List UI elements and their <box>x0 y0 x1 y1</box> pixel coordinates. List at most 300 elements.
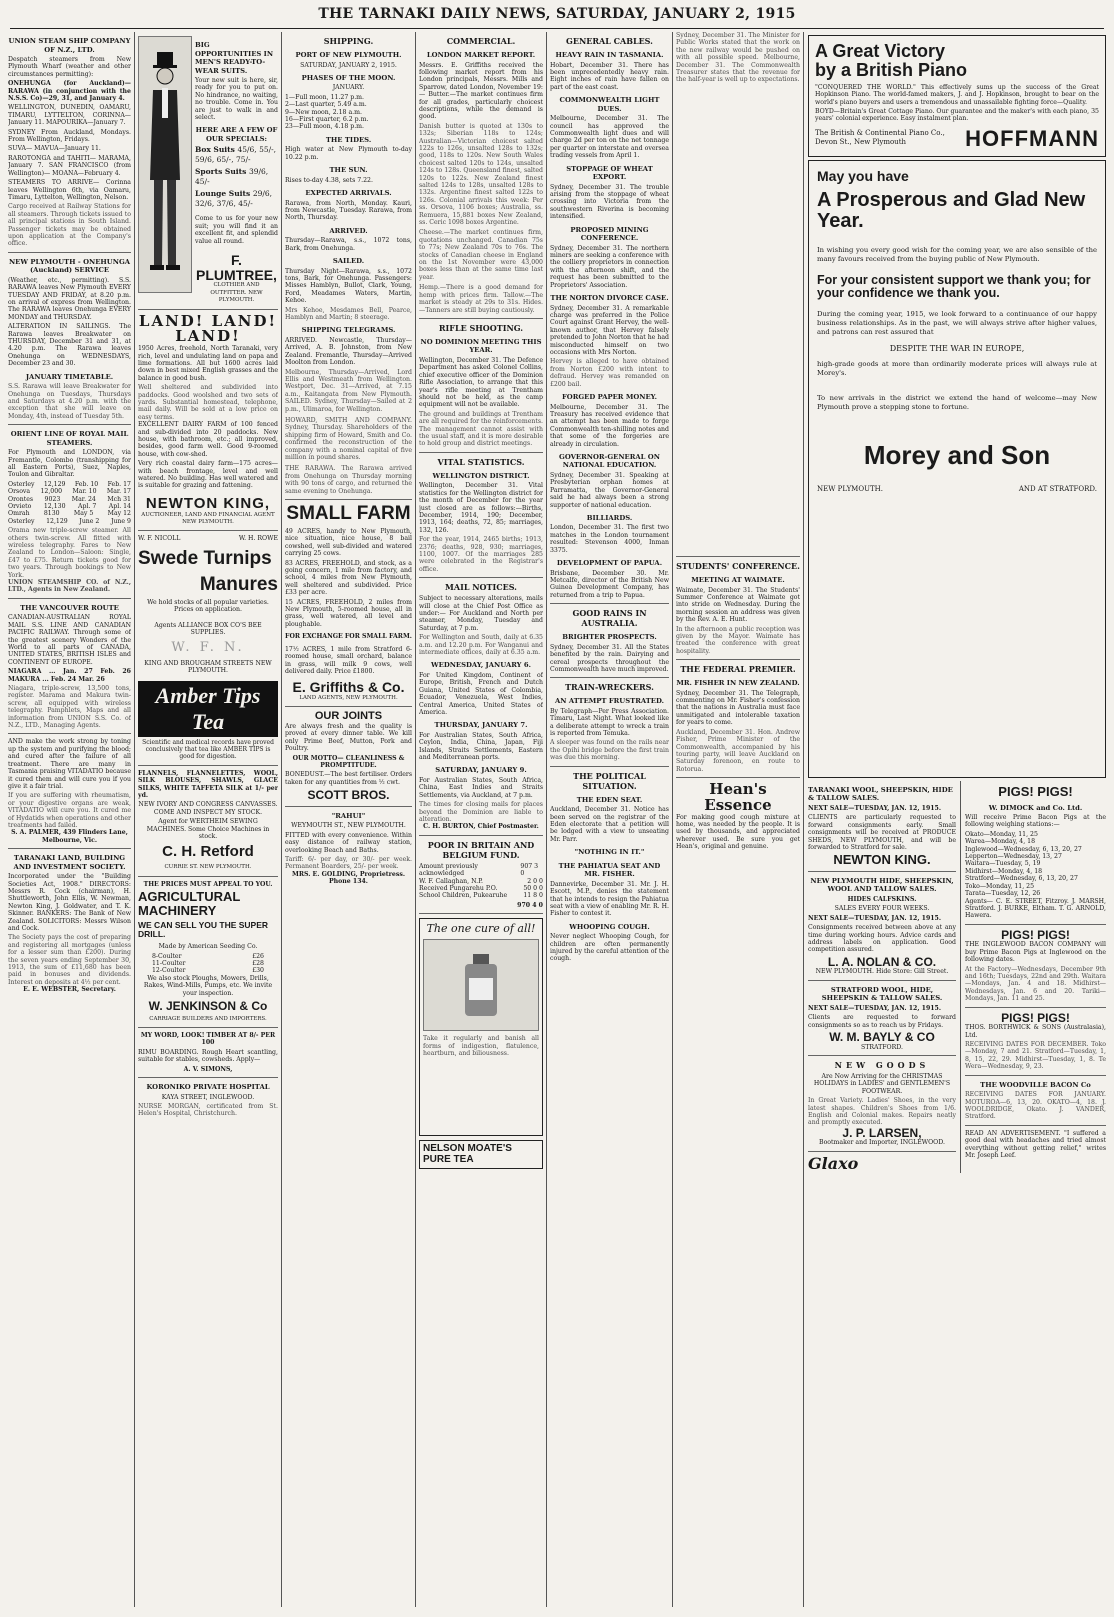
column-divider <box>672 32 673 1607</box>
column-commercial: COMMERCIAL. LONDON MARKET REPORT. Messrs. E. Griffiths received the following market report from his London principals, Messrs. Mills and Sparrow, dated London, November 19:— Butter.—The market continues firm for all grades, particularly choicest descriptions, while the demand is good. Danish butter is quoted at 130s to 132s; Siberian 118s to 124s; Australian—Victorian choicest salted 122s to 126s, unsalted 128s to 132s; good, 118s to 120s. New South Wales choicest salted 120s to 124s, unsalted 124s to 128s. Queensland finest, salted 120s to 122s. New Zealand finest salted 124s to 128s, unsalted 128s to 132s. Argentine finest salted 122s to 126s. Colonial arrivals this week: Per ss. Orsova, 1106 boxes; Australia, ss. Remuera, 15,881 boxes New Zealand, ss. Ceric 1098 boxes Argentine. Cheese.—The market continues firm, quotations unchanged. Canadian 75s to 77s; New Zealand 70s to 76s. The stocks of Canadian cheese in England on the 1st November were 43,000 boxes less than at the same time last year. Hemp.—There is a good demand for hemp with prices firm. Tallow.—The market is steady at 29s to 31s. Hides.—Tanners are still buying cautiously. RIFLE SHOOTING. NO DOMINION MEETING THIS YEAR. Wellington, December 31. The Defence Department has asked Colonel Collins, chief executive officer of the Dominion Rifle Association, to arrange that this year's rifle meeting at Trentham should not be held, as the camp equipment will not be available. The ground and buildings at Trentham are all required for the reinforcements. The management cannot assist with the usual staff, and it is more desirable to hold group and district meetings. VITAL STATISTICS. WELLINGTON DISTRICT. Wellington, December 31. Vital statistics for the Wellington district for the month of December for the year just closed are as follows:—Births, December, 1914, 190; December, 1913, 164; deaths, 72, 85; marriages, 132, 126. For the year, 1914, 2465 births; 1913, 2376; deaths, 928, 930; marriages, 1100, 1007. Of the marriages 285 were celebrated in the Registrar's office. MAIL NOTICES. Subject to necessary alterations, mails will close at the Chief Post Office as under:— For Auckland and North per steamer, Monday, Tuesday and Saturday, at 7 p.m. For Wellington and South, daily at 6.35 a.m. and 12.20 p.m. For Wanganui and intermediate offices, daily at 6.35 a.m. WEDNESDAY, JANUARY 6. For United Kingdom, Continent of Europe, British, French and Dutch Guiana, United States of Colombia, Ecuador, Venezuela, West Indies, Central America, United States of America. THURSDAY, JANUARY 7. For Australian States, South Africa, Ceylon, India, China, Japan, Fiji Islands, Straits Settlements, Eastern and Mediterranean ports. SATURDAY, JANUARY 9. For Australian States, South Africa, China, East Indies and Straits Settlements, via Auckland, at 7 p.m. The times for closing mails for places beyond the Dominion are liable to alteration. C. H. BURTON, Chief Postmaster. POOR IN BRITAIN AND BELGIUM FUND. Amount previously acknowledged 907 3 0 W. F. Callaghan, N.P. 2 0 0 Received Pungarehu P.O. 50 0 0 School Children, Pukearuhe 11 8 0 970 4 0 The one cure of all! Take it regularly and banish all forms of indigestion, flatulence, heartburn, and biliousness. NELSON MOATE'S PURE TEA <box>419 32 543 1607</box>
big-opportunities-text: Your new suit is here, sir, ready for you to put on. No hindrance, no waiting, no trouble. Come in. You are just to walk in and select. <box>195 77 278 122</box>
pahiatua-heading: THE PAHIATUA SEAT AND MR. FISHER. <box>558 861 661 879</box>
norton-text: Sydney, December 31. A remarkable charge was preferred in the Police Court against Grant Hervey, the well-known author, that Hervey falsely pretended to John Norton that he had misconducted himself on two occasions with Mrs Norton. <box>550 304 669 356</box>
farm-15: 15 ACRES, FREEHOLD, 2 miles from New Plymouth, 5-roomed house, all in grass, well watered, all level and ploughable. <box>285 598 412 628</box>
pig-date: Stratford—Wednesday, 6, 13, 20, 27 <box>965 875 1078 883</box>
billiards-text: London, December 31. The first two matches in the London tournament resulted: Stevenson 4000, Inman 3375. <box>550 524 669 554</box>
federal-heading: THE FEDERAL PREMIER. <box>680 664 796 675</box>
scott-bros: SCOTT BROS. <box>307 788 390 803</box>
vitadatio-text: AND make the work strong by toning up the system and purifying the blood; and cured after the failure of all treatment. There are many in Tasmania praising VITADATIO because it cured them and will cure you if you give it a fair trial. <box>8 738 131 790</box>
shipping-heading: SHIPPING. <box>323 36 374 46</box>
gg-heading: GOVERNOR-GENERAL ON NATIONAL EDUCATION. <box>559 452 660 470</box>
niagara-dates: NIAGARA ... Jan. 27 Feb. 26 MAKURA ... Feb. 24 Mar. 26 <box>8 668 131 683</box>
coulter-row <box>138 967 278 974</box>
vital-heading: VITAL STATISTICS. <box>437 456 525 467</box>
coulter-price: £28 <box>252 959 264 967</box>
pig-agents: Agents— C. E. STREET, Fitzroy. J. MARSH, Stratford. J. BURKE, Eltham. T. G. ARNOLD, Hawera. <box>965 897 1106 920</box>
column-shipping-lines: UNION STEAM SHIP COMPANY OF N.Z., LTD. Despatch steamers from New Plymouth Wharf (weather and other circumstances permitting): ONEHUNGA (for Auckland)—RARAWA (in conjunction with the N.S.S. Co)—29, 31, and January 4. WELLINGTON, DUNEDIN, OAMARU, TIMARU, LYTTELTON, CORINNA—January 11. MAPOURIKA—January 7. SYDNEY From Auckland, Mondays. From Wellington, Fridays. SUVA— MAVUA—January 11. RAROTONGA and TAHITI— MARAMA, January 7. SAN FRANCISCO (from Wellington)— MOANA—February 4. STEAMERS TO ARRIVE— Corinna leaves Wellington 6th, via Oamaru, Timaru, Lyttelton, Wellington, Nelson. Cargo received at Railway Stations for all steamers. Through tickets issued to all principal stations in South Island. Passenger tickets may be obtained upon application at the Company's office. NEW PLYMOUTH - ONEHUNGA (Auckland) SERVICE (Weather, etc., permitting). S.S. RARAWA leaves New Plymouth EVERY TUESDAY AND FRIDAY, at 8.20 p.m. on arrival of express from Wellington. The RARAWA leaves Onehunga EVERY MONDAY and THURSDAY. ALTERATION IN SAILINGS. The Rarawa leaves Breakwater on THURSDAY, December 31 and 31, at 4.20 p.m. The Rarawa leaves Onehunga on WEDNESDAYS, December 23 and 30. JANUARY TIMETABLE. S.S. Rarawa will leave Breakwater for Onehunga on Tuesdays, Thursdays and Saturdays at 4.20 p.m. with the exception that she will leave on Monday, 4th, instead of Tuesday 5th. ORIENT LINE OF ROYAL MAIL STEAMERS. For Plymouth and LONDON, via Fremantle, Colombo (transhipping for all Eastern Ports), Suez, Naples, Toulon and Gibraltar. Osterley 12,129 Feb. 10 Feb. 17 Orsova 12,000 Mar. 10 Mar. 17 Orontes 9023 Mar. 24 Mch 31 Orvieto 12,130 Apl. 7 Apl. 14 Omrah 8130 May 5 May 12 Osterley 12,129 June 2 June 9 Orama new triple-screw steamer. All others twin-screw. All fitted with wireless telegraphy. Fares to New Zealand to London—Saloon: Single, £47 to £75. Return tickets good for two years. Through bookings to New York. UNION STEAMSHIP CO. of N.Z., LTD., Agents in New Zealand. THE VANCOUVER ROUTE CANADIAN-AUSTRALIAN ROYAL MAIL S.S. LINE AND CANADIAN PACIFIC RAILWAY. Through some of the greatest scenery Wonders of the World to all parts of CANADA, UNITED STATES, BRITISH ISLES and CONTINENT OF EUROPE. NIAGARA ... Jan. 27 Feb. 26 MAKURA ... Feb. 24 Mar. 26 Niagara, triple-screw, 13,500 tons, register. Marama and Makura twin-screw, all equipped with wireless telegraphy. Pamphlets, Maps and all information from UNION S.S. Co. of N.Z., LTD., Managing Agents. AND make the work strong by toning up the system and purifying the blood; and cured after the failure of all treatment. There are many in Tasmania praising VITADATIO because it cured them and will cure you if you give it a fair trial. If you are suffering with rheumatism, or your digestive organs are weak, VITADATIO will cure you. It cured me of Hydatids when operations and other treatments had failed. S. A. PALMER, 439 Flinders Lane, Melbourne, Vic. TARANAKI LAND, BUILDING AND INVESTMENT SOCIETY. Incorporated under the "Building Societies Act, 1908." DIRECTORS: Messrs R. Cock (chairman), H. Shuttleworth, John Ellis, W. Newman, Newton King, J. Goldwater, and T. K. Skinner. BANKERS: The Bank of New Zealand. SOLICITORS: Messrs Wilson and Cock. The Society pays the cost of preparing and registering all mortgages (unless for a lesser sum than £200). During the seven years ending September 30, 1913, the sum of £11,680 has been paid in bonuses and dividends. Interest on deposits at 4½ per cent. E. E. WEBSTER, Secretary. <box>8 37 131 994</box>
pig-date: Okato—Monday, 11, 25 <box>965 830 1038 838</box>
joints-heading: OUR JOINTS <box>314 710 383 723</box>
during-text: During the coming year, 1915, we look forward to a continuance of our happy business relationships. As in the past, we will always strive after higher values, and patrons can rest assured that <box>817 309 1097 336</box>
cables-heading: GENERAL CABLES. <box>566 36 653 46</box>
masthead-rule <box>10 28 1104 29</box>
poor-fund-row <box>419 878 543 885</box>
whooping-heading: WHOOPING COUGH. <box>569 922 650 931</box>
bonedust-text: BONEDUST.—The best fertiliser. Orders taken for any quantities from ½ cwt. <box>285 771 412 786</box>
orient-tons: 9023 <box>44 495 61 503</box>
one-cure-heading: The one cure of all! <box>426 922 536 936</box>
poor-fund-amount: 11 8 0 <box>523 892 543 900</box>
orient-ship: Osterley <box>8 480 35 488</box>
new-goods-heading: NEW GOODS <box>834 1060 930 1071</box>
hide-sales-heading: NEW PLYMOUTH HIDE, SHEEPSKIN, WOOL AND TALLOW SALES. <box>810 876 954 894</box>
motto-text: OUR MOTTO— CLEANLINESS & PROMPTITUDE. <box>292 754 405 769</box>
orient-row <box>8 518 131 525</box>
farm-17: 17½ ACRES, 1 mile from Stratford 6-roomed house, small orchard, balance in grass, will milk 9 cows, well delivered daily. Price £1800. <box>285 645 412 675</box>
alliance-text: Agents ALLIANCE BOX CO'S BEE SUPPLIES. <box>154 621 262 636</box>
poor-fund-row <box>419 863 543 878</box>
prosperous-new-year: A Prosperous and Glad New Year. <box>817 188 1086 232</box>
arrived-text: Thursday—Rarawa, s.s., 1072 tons, Bark, from Onehunga. <box>285 237 412 252</box>
land-2: EXCELLENT DAIRY FARM of 100 fenced and sub-divided into 20 paddocks. New house, with bathroom, etc.; all improved, besides, good farm well. Good 9-roomed house, with cow-shed. <box>138 421 278 458</box>
larsen-name: J. P. LARSEN, <box>842 1125 922 1140</box>
new-goods-text: Are Now Arriving for the CHRISTMAS HOLIDAYS in LADIES' and GENTLEMEN'S FOOTWEAR. <box>813 1073 951 1095</box>
plumtree-name: F. PLUMTREE, <box>196 252 277 283</box>
rains-heading: GOOD RAINS IN AUSTRALIA. <box>572 608 647 629</box>
support-text: For your consistent support we thank you; for your confidence we thank you. <box>817 272 1091 300</box>
despite-war: DESPITE THE WAR IN EUROPE, <box>889 343 1025 353</box>
forged-heading: FORGED PAPER MONEY. <box>561 393 658 401</box>
bayly-subtitle: STRATFORD. <box>860 1043 903 1051</box>
victory-line-1: A Great Victory <box>815 41 946 61</box>
rifle-text: Wellington, December 31. The Defence Department has asked Colonel Collins, chief executive officer of the Dominion Rifle Association, to arrange that this year's rifle meeting at Trentham should not be held, as the camp equipment will not be available. <box>419 356 543 409</box>
amber-tips-tea-banner: Amber Tips Tea <box>138 681 278 737</box>
clients-text: Clients are requested to forward consignments so as to reach us by Fridays. <box>808 1014 956 1029</box>
hide-next-sale: NEXT SALE—TUESDAY, JAN. 12, 1915. <box>808 914 942 922</box>
tides-text: High water at New Plymouth to-day 10.22 p.m. <box>285 146 412 161</box>
london-heading: LONDON MARKET REPORT. <box>426 51 536 59</box>
big-opportunities-heading: BIG OPPORTUNITIES IN MEN'S READY-TO-WEAR SUITS. <box>195 41 274 75</box>
orient-tons: 12,129 <box>46 517 68 525</box>
wertheim-text: Agent for WERTHEIM SEWING MACHINES. Some Choice Machines in stock. <box>146 818 270 841</box>
tides-heading: THE TIDES. <box>325 135 372 144</box>
farm-83: 83 ACRES, FREEHOLD, and stock, as a going concern, 1 mile from factory, and school, 4 miles from New Plymouth, well sheltered and subdivided. Price £33 per acre. <box>285 559 412 597</box>
poor-fund-label: Amount previously acknowledged <box>419 862 478 878</box>
suit-row <box>195 145 278 165</box>
orient-from: Apl. 7 <box>78 503 97 510</box>
forged-text: Melbourne, December 31. The Treasury has received evidence that an attempt has been made to forge Commonwealth ten-shilling notes and that some of the forgeries are already in circulation. <box>550 403 669 448</box>
hospital-name: KORONIKO PRIVATE HOSPITAL <box>146 1083 270 1091</box>
rahui-heading: "RAHUI" <box>331 811 366 820</box>
billiards-heading: BILLIARDS. <box>586 513 633 522</box>
pig-date: Tarata—Tuesday, 12, 26 <box>965 890 1041 898</box>
poor-fund-total: 970 4 0 <box>517 901 543 909</box>
exchange-heading: FOR EXCHANGE FOR SMALL FARM. <box>285 633 412 641</box>
victory-line-2: by a British Piano <box>815 59 968 80</box>
coulter-label: 12-Coulter <box>152 967 186 975</box>
jenkinson-name: W. JENKINSON & Co <box>148 998 268 1013</box>
super-drill: WE CAN SELL YOU THE SUPER DRILL. <box>138 920 269 940</box>
tasmania-text: Hobart, December 31. There has been unprecedentedly heavy rain. Eight inches of rain have fallen on part of the east coast. <box>550 61 669 91</box>
column-divider <box>415 32 416 1607</box>
ploughs-text: We also stock Ploughs, Mowers, Drills, Rakes, Wind-Mills, Pumps, etc. We invite your inspection. <box>143 974 273 997</box>
griffiths-name: E. Griffiths & Co. <box>292 679 405 696</box>
port-heading: PORT OF NEW PLYMOUTH. <box>295 51 402 59</box>
british-continental-piano: The British & Continental Piano Co., Devon St., New Plymouth <box>815 129 945 147</box>
hides-calfskins: HIDES CALFSKINS. <box>847 895 917 903</box>
palmer-address: S. A. PALMER, 439 Flinders Lane, Melbourne, Vic. <box>11 829 128 844</box>
students-subheading: MEETING AT WAIMATE. <box>691 576 785 584</box>
alteration-text: ALTERATION IN SAILINGS. The Rarawa leaves Breakwater on THURSDAY, December 31 and 31, at 4.20 p.m. The Rarawa leaves Onehunga on WEDNESDAYS, December 23 and 30. <box>8 323 131 368</box>
land-1: 1950 Acres, freehold, North Taranaki, very rich, level and undulating land on papa and lime formations. All but 1600 acres laid down in best mixed English grasses and the balance in good bush. <box>138 345 278 382</box>
currie-street: CURRIE ST. NEW PLYMOUTH. <box>164 864 252 871</box>
federal-subheading: MR. FISHER IN NEW ZEALAND. <box>676 679 800 688</box>
steamers-arrive: STEAMERS TO ARRIVE— Corinna leaves Wellington 6th, via Oamaru, Timaru, Lyttelton, Wellington, Nelson. <box>8 179 131 201</box>
moon-phases <box>285 94 412 131</box>
gentleman-figure-icon <box>145 50 185 280</box>
orient-from: Feb. 10 <box>74 480 99 488</box>
column-divider <box>803 32 804 1607</box>
canvasses-text: NEW IVORY AND CONGRESS CANVASSES. COME AND INSPECT MY STOCK. <box>138 801 278 816</box>
mail-text: Subject to necessary alterations, mails will close at the Chief Post Office as under:— For Auckland and North per steamer, Monday, Tuesday and Saturday, at 7 p.m. <box>419 595 543 632</box>
griffiths-subtitle: LAND AGENTS, NEW PLYMOUTH. <box>299 695 398 701</box>
hean-heading: Hean's Essence <box>704 780 772 814</box>
wheat-heading: STOPPAGE OF WHEAT EXPORT. <box>566 164 653 182</box>
orient-row <box>8 481 131 488</box>
orient-ship: Osterley <box>8 517 35 525</box>
rains-subheading: BRIGHTER PROSPECTS. <box>562 633 657 642</box>
victory-text: "CONQUERED THE WORLD." This effectively sums up the success of the Great Hopkinson Piano. The world-famed makers, J. and J. Hopkinson, brought to bear on the world's piano buyers and users a tremendous and unassailable fighting force—Quality. <box>815 83 1099 106</box>
moon-phase: 1—Full moon, 11.27 p.m. <box>285 93 365 101</box>
suit-price: 45/6, 55/-, 59/6, 65/-, 75/- <box>195 145 277 165</box>
simons-name: A. V. SIMONS, <box>183 1065 233 1073</box>
telegrams-text: ARRIVED. Newcastle, Thursday—Arrived, A. B. Johnston, from New Zealand. Fremantle, Thursday—Arrived Moolton from London. <box>285 336 412 367</box>
orient-ship: Omrah <box>8 510 30 518</box>
pig-date: Waitara—Tuesday, 5, 19 <box>965 860 1041 868</box>
orient-sydney: Feb. 17 <box>107 480 131 488</box>
rowe-name: W. H. ROWE <box>238 535 278 543</box>
nicoll-name: W. F. NICOLL <box>138 535 181 543</box>
moon-phase: 23—Full moon, 4.18 p.m. <box>285 123 365 131</box>
land-heading: LAND! LAND! LAND! <box>138 311 278 346</box>
nelson-tea: NELSON MOATE'S PURE TEA <box>423 1143 512 1165</box>
cwlth-heading: COMMONWEALTH LIGHT DUES. <box>559 96 660 113</box>
papua-heading: DEVELOPMENT OF PAPUA. <box>556 559 663 568</box>
nothing-heading: "NOTHING IN IT." <box>574 848 645 857</box>
arrived-heading: ARRIVED. <box>329 226 368 235</box>
highgrade-text: high-grade goods at more than ordinarily moderate prices will always rule at Morey's. <box>817 360 1097 378</box>
agricultural-machinery: AGRICULTURAL MACHINERY <box>138 889 241 918</box>
dimock-name: W. DIMOCK and Co. Ltd. <box>988 803 1083 812</box>
borthwick-name: THOS. BORTHWICK & SONS (Australasia), Ltd. <box>965 1024 1106 1039</box>
pig-date: Warea—Monday, 4, 18 <box>965 838 1036 846</box>
gg-text: Sydney, December 31. Speaking at Presbyterian orphan homes at Parramatta, the Governor-General said he had always been a strong supporter of national education. <box>550 471 669 509</box>
stratford-next-sale: NEXT SALE—TUESDAY, JAN. 12, 1915. <box>808 1004 942 1012</box>
hoffmann-logo: HOFFMANN <box>965 125 1099 151</box>
telegrams-heading: SHIPPING TELEGRAMS. <box>301 326 396 335</box>
political-subheading: THE EDEN SEAT. <box>576 795 643 804</box>
students-text: Waimate, December 31. The Students' Summer Conference at Waimate got into stride on Wednesday. During the morning session an address was given by the Rev. A. E. Hunt. <box>676 586 800 624</box>
wellington-sailing: WELLINGTON, DUNEDIN, OAMARU, TIMARU, LYTTELTON, CORINNA—January 11. MAPOURIKA—January 7. <box>8 104 131 127</box>
jenkinson-subtitle: CARRIAGE BUILDERS AND IMPORTERS. <box>149 1015 267 1022</box>
coulter-label: 11-Coulter <box>152 959 186 967</box>
orient-ship: Orontes <box>8 495 34 503</box>
pig-date: Lepperton—Wednesday, 13, 27 <box>965 853 1062 861</box>
pig-dates-list <box>965 831 1106 898</box>
political-text: Auckland, December 31. Notice has been served on the registrar of the Eden electorate that a petition will be lodged with a view to unseating Mr. Parr. <box>550 806 669 843</box>
orient-table <box>8 481 131 525</box>
column-conference: Sydney, December 31. The Minister for Public Works stated that the work on the new railway would be pushed on with all possible speed. Melbourne, December 31. The Commonwealth Treasurer states that the revenue for the half-year is well up to expectations. STUDENTS' CONFERENCE. MEETING AT WAIMATE. Waimate, December 31. The Students' Summer Conference at Waimate got into stride on Wednesday. During the morning session an address was given by the Rev. A. E. Hunt. In the afternoon a public reception was given by the Mayor. Waimate has treated the conference with great hospitality. THE FEDERAL PREMIER. MR. FISHER IN NEW ZEALAND. Sydney, December 31. The Telegraph, commenting on Mr. Fisher's confession that the nations in Australia must face unmitigated and intolerable taxation for years to come. Auckland, December 31. Hon. Andrew Fisher, Prime Minister of the Commonwealth, accompanied by his touring party, will leave Auckland on Saturday forenoon, en route to Rotorua. Hean's Essence For making good cough mixture at home, was needed by the people. It is used by thousands, and appreciated wherever used. Be sure you get Hean's, original and genuine. <box>676 32 800 851</box>
students-heading: STUDENTS' CONFERENCE. <box>676 561 800 571</box>
stocks-text: We hold stocks of all popular varieties. Prices on application. <box>147 598 269 614</box>
golding-proprietress: MRS. E. GOLDING, Proprietress. Phone 134. <box>292 870 405 886</box>
pigs-heading: PIGS! PIGS! <box>998 783 1073 799</box>
bayly-name: W. M. BAYLY & CO <box>829 1030 935 1045</box>
wheat-text: Sydney, December 31. The trouble arising from the stoppage of wheat crossing into Victoria from the southwestern Riverina is becoming intensified. <box>550 183 669 221</box>
poor-fund-row <box>419 885 543 892</box>
flannels-list: FLANNELS, FLANNELETTES, WOOL, SILK BLOUSES, SHAWLS, GLACE SILKS, WHITE TAFFETA SILK at 1/- per yd. <box>138 769 278 799</box>
taranaki-society-heading: TARANAKI LAND, BUILDING AND INVESTMENT SOCIETY. <box>13 854 126 871</box>
orient-row <box>8 503 131 510</box>
expected-heading: EXPECTED ARRIVALS. <box>305 189 392 198</box>
orient-from: May 5 <box>73 510 94 518</box>
column-display-ads: A Great Victory by a British Piano "CONQUERED THE WORLD." This effectively sums up the success of the Great Hopkinson Piano. The world-famed makers, J. and J. Hopkinson, brought to bear on the world's piano buyers and users a tremendous and unassailable fighting force—Quality. BOYD—Britain's Great Cottage Piano. Our guarantee and the maker's with each piano, 35 years' colonial experience. Easy instalment plan. The British & Continental Piano Co., Devon St., New Plymouth HOFFMANN May you have A Prosperous and Glad New Year. In wishing you every good wish for the coming year, we are also sensible of the many favours received from the buying public of New Plymouth. For your consistent support we thank you; for your confidence we thank you. During the coming year, 1915, we look forward to a continuance of our happy business relationships. As in the past, we will always strive after higher values, and patrons can rest assured that DESPITE THE WAR IN EUROPE, high-grade goods at more than ordinarily moderate prices will always rule at Morey's. To new arrivals in the district we extend the hand of welcome—may New Plymouth prove a stepping stone to fortune. Morey and Son NEW PLYMOUTH. AND AT STRATFORD. TARANAKI WOOL, SHEEPSKIN, HIDE & TALLOW SALES. NEXT SALE—TUESDAY, JAN. 12, 1915. CLIENTS are particularly requested to forward consignments early. Small consignments will be received at PRODUCE SHEDS, NEW PLYMOUTH, and will be forwarded to Stratford for sale. NEWTON KING. NEW PLYMOUTH HIDE, SHEEPSKIN, WOOL AND TALLOW SALES. HIDES CALFSKINS. SALES EVERY FOUR WEEKS. NEXT SALE—TUESDAY, JAN. 12, 1915. Consignments received between above at any time during working hours. Advice cards and address labels on application. Good competition assured. L. A. NOLAN & CO. NEW PLYMOUTH. Hide Store: Gill Street. STRATFORD WOOL, HIDE, SHEEPSKIN & TALLOW SALES. NEXT SALE—TUESDAY, JAN. 12, 1915. Clients are requested to forward consignments so as to reach us by Fridays. W. M. BAYLY & CO STRATFORD. NEW GOODS Are Now Arriving for the CHRISTMAS HOLIDAYS in LADIES' and GENTLEMEN'S FOOTWEAR. In Great Variety. Ladies' Shoes, in the very latest shapes. Children's Shoes from 1/6. English and Colonial makes. Repairs neatly and promptly executed. J. P. LARSEN, Bootmaker and Importer, INGLEWOOD. Glaxo PIGS! PIGS! W. DIMOCK and Co. Ltd. Will receive Prime Bacon Pigs at the following weighing stations:— Okato—Monday, 11, 25 Warea—Monday, 4, 18 Inglewood—Wednesday, 6, 13, 20, 27 Lepperton—Wednesday, 13, 27 Waitara—Tuesday, 5, 19 Midhirst—Monday, 4, 18 Stratford—Wednesday, 6, 13, 20, 27 Toko—Monday, 11, 25 Tarata—Tuesday, 12, 26 Agents— C. E. STREET, Fitzroy. J. MARSH, Stratford. J. BURKE, Eltham. T. G. ARNOLD, Hawera. PIGS! PIGS! THE INGLEWOOD BACON COMPANY will buy Prime Bacon Pigs at Inglewood on the following dates. At the Factory—Wednesdays, December 9th and 16th; Tuesdays, 22nd and 29th. Waitara—Mondays, Jan. 4 and 18. Midhirst—Wednesdays, Jan. 6 and 20. Tariki—Mondays, Jan. 11 and 25. PIGS! PIGS! THOS. BORTHWICK & SONS (Australasia), Ltd. RECEIVING DATES FOR DECEMBER. Toko—Monday, 7 and 21. Stratford—Tuesday, 1, 8, 15, 22, 29. Midhirst—Tuesday, 1, 8. Te Wera—Wednesday, 9, 23. THE WOODVILLE BACON Co RECEIVING DATES FOR JANUARY. MOTUROA—6, 13, 20. OKATO—4, 18. J. WOOLDRIDGE, Okato. J. VANDER, Stratford. READ AN ADVERTISEMENT. "I suffered a good deal with headaches and tried almost everything without getting relief," writes Mr. Joseph Leef. <box>808 32 1106 1607</box>
newton-king-name: NEWTON KING, <box>145 494 271 512</box>
poor-fund-label: Received Pungarehu P.O. <box>419 885 498 893</box>
suit-row <box>195 167 278 187</box>
gentleman-illustration <box>138 36 192 293</box>
poor-fund-label: W. F. Callaghan, N.P. <box>419 877 483 885</box>
sales-four-weeks: SALES EVERY FOUR WEEKS. <box>834 905 930 913</box>
moon-phase: 16—First quarter, 6.2 p.m. <box>285 116 369 124</box>
orient-sydney: May 12 <box>107 510 131 518</box>
pigs-heading-3: PIGS! PIGS! <box>1001 1010 1070 1025</box>
come-text: Come to us for your new suit; you will find it an excellent fit, and splendid value all round. <box>195 215 278 245</box>
arrivals-text: To new arrivals in the district we extend the hand of welcome—may New Plymouth prove a stepping stone to fortune. <box>817 394 1097 412</box>
np-service-heading: NEW PLYMOUTH - ONEHUNGA (Auckland) SERVICE <box>8 257 131 275</box>
suit-label: Sports Suits <box>195 167 249 177</box>
column-divider <box>134 32 135 1607</box>
hean-text: For making good cough mixture at home, was needed by the people. It is used by thousands, and appreciated wherever used. Be sure you get Hean's, original and genuine. <box>676 813 800 851</box>
orient-row <box>8 488 131 495</box>
union-header: UNION STEAM SHIP COMPANY OF N.Z., LTD. <box>8 37 131 54</box>
farm-49: 49 ACRES, handy to New Plymouth, nice situation, nice house, 8 bail cowshed, well sub-divided and watered carrying 25 cows. <box>285 528 412 558</box>
poor-fund-row <box>419 892 543 899</box>
moon-phase: 9—New moon, 2.18 a.m. <box>285 108 362 116</box>
norton-heading: THE NORTON DIVORCE CASE. <box>550 294 669 303</box>
orient-row <box>8 496 131 503</box>
plumtree-subtitle: CLOTHIER AND OUTFITTER. NEW PLYMOUTH. <box>210 282 263 304</box>
coulter-price-list <box>138 953 278 975</box>
orient-tons: 12,130 <box>43 503 66 510</box>
pig-date: Inglewood—Wednesday, 6, 13, 20, 27 <box>965 845 1082 853</box>
sun-text: Rises to-day 4.38, sets 7.22. <box>285 176 373 184</box>
poor-fund-list <box>419 863 543 900</box>
wednesday-heading: WEDNESDAY, JANUARY 6. <box>431 661 531 670</box>
thursday-text: For Australian States, South Africa, Ceylon, India, China, Japan, Fiji Islands, Straits Settlements, Eastern and Mediterranean ports. <box>419 731 543 762</box>
orient-sydney: Apl. 14 <box>108 503 131 510</box>
consign-text: Consignments received between above at any time during working hours. Advice cards and address labels on application. Good competition assured. <box>808 924 956 954</box>
rimu-text: RIMU BOARDING. Rough Heart scantling, suitable for stables, cowsheds. Apply— <box>138 1048 278 1064</box>
whooping-text: Never neglect Whooping Cough, for children are often permanently injured by the careful attention of the cough. <box>550 933 669 963</box>
king-streets: KING AND BROUGHAM STREETS NEW PLYMOUTH. <box>144 659 272 675</box>
sun-heading: THE SUN. <box>329 166 368 175</box>
fitted-text: FITTED with every convenience. Within easy distance of railway station, overlooking Beach and Baths. <box>285 831 412 854</box>
mining-text: Sydney, December 31. The northern miners are seeking a conference with the colliery proprietors in connection with the afternoon shift, and the request has been submitted to the Proprietors' Association. <box>550 244 669 289</box>
coulter-price: £30 <box>252 967 264 975</box>
saturday-heading: SATURDAY, JANUARY 9. <box>435 766 527 775</box>
timber-heading: MY WORD, LOOK! TIMBER AT 8/- PER 100 <box>140 1031 276 1047</box>
orient-ship: Orvieto <box>8 503 32 510</box>
wishing-text: In wishing you every good wish for the coming year, we are also sensible of the many favours received from the buying public of New Plymouth. <box>817 245 1097 263</box>
coulter-row <box>138 953 278 960</box>
hospital-address: KAYA STREET, INGLEWOOD. <box>161 1093 255 1101</box>
glaxo-logo: Glaxo <box>808 1153 859 1173</box>
suit-row <box>195 189 278 209</box>
masthead: THE TARNAKI DAILY NEWS, SATURDAY, JANUARY 2, 1915 <box>318 6 796 22</box>
medicine-bottle-icon <box>451 950 511 1020</box>
pahiatua-text: Dannevirke, December 31. Mr. J. H. Escott, M.P., denies the statement that he intends to resign the Pahiatua seat with a view of enabling Mr. R. H. Fisher to contest it. <box>550 880 669 918</box>
orient-from: Mar. 10 <box>72 488 97 496</box>
poor-fund-amount: 907 3 0 <box>520 862 539 878</box>
canadian-heading: THE VANCOUVER ROUTE <box>20 603 119 612</box>
one-cure-illustration <box>423 939 539 1031</box>
poor-fund-amount: 2 0 0 <box>527 877 543 885</box>
column-general-cables: GENERAL CABLES. HEAVY RAIN IN TASMANIA. Hobart, December 31. There has been unprecedentedly heavy rain. Eight inches of rain have fallen on part of the east coast. COMMONWEALTH LIGHT DUES. Melbourne, December 31. The council has approved the Commonwealth light dues and will charge 2d per ton on the net tonnage per quarter on interstate and oversea trading vessels from April 1. STOPPAGE OF WHEAT EXPORT. Sydney, December 31. The trouble arising from the stoppage of wheat crossing into Victoria from the southwestern Riverina is becoming intensified. PROPOSED MINING CONFERENCE. Sydney, December 31. The northern miners are seeking a conference with the colliery proprietors in connection with the afternoon shift, and the request has been submitted to the Proprietors' Association. THE NORTON DIVORCE CASE. Sydney, December 31. A remarkable charge was preferred in the Police Court against Grant Hervey, the well-known author, that Hervey falsely pretended to John Norton that he had misconducted himself on two occasions with Mrs Norton. Hervey is alleged to have obtained from Norton £200 with intent to defraud. Hervey was remanded on £200 bail. FORGED PAPER MONEY. Melbourne, December 31. The Treasury has received evidence that an attempt has been made to forge Commonwealth ten-shilling notes and that some of the forgeries are already in circulation. GOVERNOR-GENERAL ON NATIONAL EDUCATION. Sydney, December 31. Speaking at Presbyterian orphan homes at Parramatta, the Governor-General said he had always been a strong supporter of national education. BILLIARDS. London, December 31. The first two matches in the London tournament resulted: Stevenson 4000, Inman 3375. DEVELOPMENT OF PAPUA. Brisbane, December 30. Mr. Metcalfe, director of the British New Guinea Development Company, has returned from a trip to Papua. GOOD RAINS IN AUSTRALIA. BRIGHTER PROSPECTS. Sydney, December 31. All the States benefited by the rain. Dairying and cereal prospects throughout the Commonwealth have much improved. TRAIN-WRECKERS. AN ATTEMPT FRUSTRATED. By Telegraph—Per Press Association. Timaru, Last Night. What looked like a deliberate attempt to wreck a train is reported from Temuka. A sleeper was found on the rails near the Opihi bridge before the first train was due this morning. THE POLITICAL SITUATION. THE EDEN SEAT. Auckland, December 31. Notice has been served on the registrar of the Eden electorate that a petition will be lodged with a view to unseating Mr. Parr. "NOTHING IN IT." THE PAHIATUA SEAT AND MR. FISHER. Dannevirke, December 31. Mr. J. H. Escott, M.P., denies the statement that he intends to resign the Pahiatua seat with a view of enabling Mr. R. H. Fisher to contest it. WHOOPING COUGH. Never neglect Whooping Cough, for children are often permanently injured by the careful attention of the cough. <box>550 36 669 963</box>
inglewood-bacon-text: THE INGLEWOOD BACON COMPANY will buy Prime Bacon Pigs at Inglewood on the following dates. <box>965 941 1106 964</box>
morey-and-son: Morey and Son <box>863 440 1051 471</box>
orient-sydney: Mar. 17 <box>106 488 131 496</box>
papua-text: Brisbane, December 30. Mr. Metcalfe, director of the British New Guinea Development Company, has returned from a trip to Papua. <box>550 569 669 599</box>
orient-row <box>8 510 131 517</box>
train-text: By Telegraph—Per Press Association. Timaru, Last Night. What looked like a deliberate attempt to wreck a train is reported from Temuka. <box>550 707 669 738</box>
advertisement-text: READ AN ADVERTISEMENT. "I suffered a good deal with headaches and tried almost everything without getting relief," writes Mr. Joseph Leef. <box>965 1129 1106 1159</box>
sydney-sailing: SYDNEY From Auckland, Mondays. From Wellington, Fridays. <box>8 128 131 144</box>
rifle-subheading: NO DOMINION MEETING THIS YEAR. <box>420 337 542 355</box>
suit-label: Lounge Suits <box>195 189 253 199</box>
column-advertisements: BIG OPPORTUNITIES IN MEN'S READY-TO-WEAR SUITS. Your new suit is here, sir, ready for you to put on. No hindrance, no waiting, no trouble. Come in. You are just to walk in and select. HERE ARE A FEW OF OUR SPECIALS: Box Suits 45/6, 55/-, 59/6, 65/-, 75/- Sports Suits 39/6, 45/- Lounge Suits 29/6, 32/6, 37/6, 45/- Come to us for your new suit; you will find it an excellent fit, and splendid value all round. F. PLUMTREE, CLOTHIER AND OUTFITTER. NEW PLYMOUTH. LAND! LAND! LAND! 1950 Acres, freehold, North Taranaki, very rich, level and undulating land on papa and lime formations. All but 1600 acres laid down in best mixed English grasses and the balance in good bush. Well sheltered and subdivided into paddocks. Good woolshed and two sets of yards. Substantial homestead, telephone, mail daily. Will be sold at a low price on easy terms. EXCELLENT DAIRY FARM of 100 fenced and sub-divided into 20 paddocks. New house, with bathroom, etc.; all improved, besides, good farm well. Good 9-roomed house, with cow-shed. Very rich coastal dairy farm—175 acres—with beach frontage, level and well watered. No building. Has well watered and is suitable for grazing and fattening. NEWTON KING, AUCTIONEER, LAND AND FINANCIAL AGENT NEW PLYMOUTH. W. F. NICOLL W. H. ROWE Swede Turnips Manures We hold stocks of all popular varieties. Prices on application. Agents ALLIANCE BOX CO'S BEE SUPPLIES. W. F. N. KING AND BROUGHAM STREETS NEW PLYMOUTH. Amber Tips Tea Scientific and medical records have proved conclusively that tea like AMBER TIPS is good for digestion. FLANNELS, FLANNELETTES, WOOL, SILK BLOUSES, SHAWLS, GLACE SILKS, WHITE TAFFETA SILK at 1/- per yd. NEW IVORY AND CONGRESS CANVASSES. COME AND INSPECT MY STOCK. Agent for WERTHEIM SEWING MACHINES. Some Choice Machines in stock. C. H. Retford CURRIE ST. NEW PLYMOUTH. THE PRICES MUST APPEAL TO YOU. AGRICULTURAL MACHINERY WE CAN SELL YOU THE SUPER DRILL. Made by American Seeding Co. 8-Coulter £26 11-Coulter £28 12-Coulter £30 We also stock Ploughs, Mowers, Drills, Rakes, Wind-Mills, Pumps, etc. We invite your inspection. W. JENKINSON & Co CARRIAGE BUILDERS AND IMPORTERS. MY WORD, LOOK! TIMBER AT 8/- PER 100 RIMU BOARDING. Rough Heart scantling, suitable for stables, cowsheds. Apply— A. V. SIMONS, KORONIKO PRIVATE HOSPITAL KAYA STREET, INGLEWOOD. NURSE MORGAN, certificated from St. Helen's Hospital, Christchurch. <box>138 32 278 1607</box>
canadian-text: CANADIAN-AUSTRALIAN ROYAL MAIL S.S. LINE AND CANADIAN PACIFIC RAILWAY. Through some of the greatest scenery Wonders of the World to all parts of CANADA, UNITED STATES, BRITISH ISLES and CONTINENT OF EUROPE. <box>8 614 131 666</box>
coulter-label: 8-Coulter <box>152 952 182 960</box>
orient-ship: Orsova <box>8 488 31 496</box>
shipping-date: SATURDAY, JANUARY 2, 1915. <box>300 61 397 69</box>
suit-price: 29/6, 32/6, 37/6, 45/- <box>195 189 273 209</box>
orient-from: Mar. 24 <box>71 495 96 503</box>
cwlth-text: Melbourne, December 31. The council has approved the Commonwealth light dues and will charge 2d per ton on the net tonnage per quarter on interstate and oversea trading vessels from April 1. <box>550 115 669 160</box>
burton-postmaster: C. H. BURTON, Chief Postmaster. <box>423 823 539 831</box>
sailed-text: Thursday Night—Rarawa, s.s., 1072 tons, Bark, for Onehunga. Passengers: Misses Hamblyn, Bullot, Clark, Young, Ford, Meadames Waters, Martin, Kehoe. <box>285 267 412 305</box>
sailed-heading: SAILED. <box>332 257 365 266</box>
moon-heading: PHASES OF THE MOON. <box>301 73 396 82</box>
orient-sydney: June 9 <box>110 517 131 525</box>
orient-heading: ORIENT LINE OF ROYAL MAIL STEAMERS. <box>10 430 129 447</box>
specials-heading: HERE ARE A FEW OF OUR SPECIALS: <box>195 126 278 143</box>
rarotonga-sailing: RAROTONGA and TAHITI— MARAMA, January 7. SAN FRANCISCO (from Wellington)— MOANA—February 4. <box>8 154 131 177</box>
pigs-heading-2: PIGS! PIGS! <box>1001 927 1070 942</box>
thursday-heading: THURSDAY, JANUARY 7. <box>434 721 528 730</box>
small-farm-heading: SMALL FARM <box>286 503 411 525</box>
coulter-row <box>138 960 278 967</box>
orient-tons: 8130 <box>43 510 60 518</box>
webster-secretary: E. E. WEBSTER, Secretary. <box>23 986 116 994</box>
london-text: Messrs. E. Griffiths received the following market report from his London principals, Messrs. Mills and Sparrow, dated London, November 19:— Butter.—The market continues firm for all grades, particularly choicest descriptions, while the demand is good. <box>419 61 543 121</box>
column-divider <box>281 32 282 1607</box>
onehunga-sailing: ONEHUNGA (for Auckland)—RARAWA (in conjunction with the N.S.S. Co)—29, 31, and January 4. <box>8 80 131 103</box>
retford-name: C. H. Retford <box>162 843 254 861</box>
mail-heading: MAIL NOTICES. <box>445 582 517 593</box>
land-3: Very rich coastal dairy farm—175 acres—with beach frontage, level and well watered. No building. Has well watered and is suitable for grazing and fattening. <box>138 460 278 490</box>
train-subheading: AN ATTEMPT FRUSTRATED. <box>554 697 665 706</box>
column-divider <box>546 32 547 1607</box>
rains-text: Sydney, December 31. All the States benefited by the rain. Dairying and cereal prospects throughout the Commonwealth have much improved. <box>550 643 669 673</box>
amber-tips-subtitle: Scientific and medical records have proved conclusively that tea like AMBER TIPS is good for digestion. <box>142 738 274 761</box>
wool-next-sale: NEXT SALE—TUESDAY, JAN. 12, 1915. <box>808 804 942 812</box>
weymouth-street: WEYMOUTH ST., NEW PLYMOUTH. <box>291 822 406 830</box>
mining-heading: PROPOSED MINING CONFERENCE. <box>570 225 649 243</box>
np-service-text: (Weather, etc., permitting). S.S. RARAWA leaves New Plymouth EVERY TUESDAY AND FRIDAY, at 8.20 p.m. on arrival of express from Wellington. The RARAWA leaves Onehunga EVERY MONDAY and THURSDAY. <box>8 276 131 321</box>
newton-king-subtitle: AUCTIONEER, LAND AND FINANCIAL AGENT NEW PLYMOUTH. <box>141 511 275 526</box>
pig-date: Midhirst—Monday, 4, 18 <box>965 867 1043 875</box>
political-heading: THE POLITICAL SITUATION. <box>573 770 646 791</box>
coulter-price: £26 <box>252 952 264 960</box>
woodville-bacon: THE WOODVILLE BACON Co <box>980 1080 1091 1089</box>
commercial-heading: COMMERCIAL. <box>446 36 516 46</box>
orient-tons: 12,129 <box>43 480 66 488</box>
stratford-wool-heading: STRATFORD WOOL, HIDE, SHEEPSKIN & TALLOW SALES. <box>821 985 943 1003</box>
vital-text: Wellington, December 31. Vital statistics for the Wellington district for the month of December for the year just closed are as follows:—Births, December, 1914, 190; December, 1913, 164; deaths, 72, 85; marriages, 132, 126. <box>419 482 543 534</box>
joints-text: Are always fresh and the quality is proved at every dinner table. We kill only Prime Beef, Mutton, Pork and Poultry. <box>285 722 412 753</box>
nolan-subtitle: NEW PLYMOUTH. Hide Store: Gill Street. <box>815 968 949 976</box>
wool-sales-heading: TARANAKI WOOL, SHEEPSKIN, HIDE & TALLOW SALES. <box>808 785 953 803</box>
american-seeding: Made by American Seeding Co. <box>158 943 258 951</box>
taranaki-society-text: Incorporated under the "Building Societies Act, 1908." DIRECTORS: Messrs R. Cock (chairman), H. Shuttleworth, John Ellis, W. Newman, Newton King, J. Goldwater, and T. K. Skinner. BANKERS: The Bank of New Zealand. SOLICITORS: Messrs Wilson and Cock. <box>8 873 131 932</box>
suit-price: 39/6, 45/- <box>195 167 269 187</box>
dimock-text: Will receive Prime Bacon Pigs at the following weighing stations:— <box>965 814 1106 829</box>
union-intro: Despatch steamers from New Plymouth Wharf (weather and other circumstances permitting): <box>8 56 131 78</box>
suit-label: Box Suits <box>195 145 238 155</box>
morey-stratford: AND AT STRATFORD. <box>1018 484 1097 493</box>
swede-turnips: Swede Turnips <box>138 547 272 569</box>
manures-heading: Manures <box>199 573 278 595</box>
orient-tons: 12,000 <box>40 488 63 496</box>
newton-king-logo: NEWTON KING. <box>833 852 931 868</box>
nolan-name: L. A. NOLAN & CO. <box>827 954 937 969</box>
morey-new-plymouth: NEW PLYMOUTH. <box>817 484 883 493</box>
column-shipping-news: SHIPPING. PORT OF NEW PLYMOUTH. SATURDAY, JANUARY 2, 1915. PHASES OF THE MOON. JANUARY. 1—Full moon, 11.27 p.m. 2—Last quarter, 5.49 a.m. 9—New moon, 2.18 a.m. 16—First quarter, 6.2 p.m. 23—Full moon, 4.18 p.m. THE TIDES. High water at New Plymouth to-day 10.22 p.m. THE SUN. Rises to-day 4.38, sets 7.22. EXPECTED ARRIVALS. Rarawa, from North, Monday. Kauri, from Newcastle, Tuesday. Rarawa, from North, Thursday. ARRIVED. Thursday—Rarawa, s.s., 1072 tons, Bark, from Onehunga. SAILED. Thursday Night—Rarawa, s.s., 1072 tons, Bark, for Onehunga. Passengers: Misses Hamblyn, Bullot, Clark, Young, Ford, Meadames Waters, Martin, Kehoe. Mrs Kehoe, Mesdames Bell, Pearce, Hamblyn and Martin; 8 steerage. SHIPPING TELEGRAMS. ARRIVED. Newcastle, Thursday—Arrived, A. B. Johnston, from New Zealand. Fremantle, Thursday—Arrived Moolton from London. Melbourne, Thursday—Arrived, Lord Ellis and Westmeath from Wellington. Westport, Dec. 31—Arrived, at 7.15 a.m., Kaitangata from New Plymouth. SAILED. Sydney, Thursday—Sailed at 2 p.m., Ulimaroa, for Wellington. HOWARD, SMITH AND COMPANY. Sydney, Thursday. Shareholders of the shipping firm of Howard, Smith and Co. confirmed the reconstruction of the company with a nominal capital of five million in pound shares. THE RARAWA. The Rarawa arrived from Onehunga on Thursday morning with 90 tons of cargo, and returned the same evening to Onehunga. SMALL FARM 49 ACRES, handy to New Plymouth, nice situation, nice house, 8 bail cowshed, well sub-divided and watered carrying 25 cows. 83 ACRES, FREEHOLD, and stock, as a going concern, 1 mile from factory, and school, 4 miles from New Plymouth, well sheltered and subdivided. Price £33 per acre. 15 ACRES, FREEHOLD, 2 miles from New Plymouth, 5-roomed house, all in grass, well watered, all level and ploughable. FOR EXCHANGE FOR SMALL FARM. 17½ ACRES, 1 mile from Stratford 6-roomed house, small orchard, balance in grass, will milk 9 cows, well delivered daily. Price £1800. E. Griffiths & Co. LAND AGENTS, NEW PLYMOUTH. OUR JOINTS Are always fresh and the quality is proved at every dinner table. We kill only Prime Beef, Mutton, Pork and Poultry. OUR MOTTO— CLEANLINESS & PROMPTITUDE. BONEDUST.—The best fertiliser. Orders taken for any quantities from ½ cwt. SCOTT BROS. "RAHUI" WEYMOUTH ST., NEW PLYMOUTH. FITTED with every convenience. Within easy distance of railway station, overlooking Beach and Baths. Tariff: 6/- per day, or 30/- per week. Permanent Boarders, 25/- per week. MRS. E. GOLDING, Proprietress. Phone 134. <box>285 36 412 886</box>
boyd-text: BOYD—Britain's Great Cottage Piano. Our guarantee and the maker's with each piano, 35 years' colonial experience. Easy instalment plan. <box>815 108 1099 123</box>
moon-phase: 2—Last quarter, 5.49 a.m. <box>285 101 367 109</box>
prices-appeal: THE PRICES MUST APPEAL TO YOU. <box>143 880 273 888</box>
poor-fund-label: School Children, Pukearuhe <box>419 892 508 900</box>
suits-list <box>195 145 278 209</box>
pig-date: Toko—Monday, 11, 25 <box>965 882 1035 890</box>
orient-intro: For Plymouth and LONDON, via Fremantle, Colombo (transhipping for all Eastern Ports), Suez, Naples, Toulon and Gibraltar. <box>8 449 131 479</box>
wool-text: CLIENTS are particularly requested to forward consignments early. Small consignments will be received at PRODUCE SHEDS, NEW PLYMOUTH, and will be forwarded to Stratford for sale. <box>808 814 956 851</box>
train-heading: TRAIN-WRECKERS. <box>565 682 654 693</box>
orient-from: June 2 <box>79 517 100 525</box>
larsen-subtitle: Bootmaker and Importer, INGLEWOOD. <box>819 1139 945 1147</box>
saturday-text: For Australian States, South Africa, China, East Indies and Straits Settlements, via Auckland, at 7 p.m. <box>419 776 543 799</box>
tasmania-heading: HEAVY RAIN IN TASMANIA. <box>555 51 664 59</box>
federal-text: Sydney, December 31. The Telegraph, commenting on Mr. Fisher's confession that the nations in Australia must face unmitigated and intolerable taxation for years to come. <box>676 689 800 727</box>
vital-subheading: WELLINGTON DISTRICT. <box>432 471 530 480</box>
may-you-have: May you have <box>817 167 909 184</box>
poor-fund-heading: POOR IN BRITAIN AND BELGIUM FUND. <box>427 839 535 860</box>
expected-text: Rarawa, from North, Monday. Kauri, from Newcastle, Tuesday. Rarawa, from North, Thursday. <box>285 199 412 222</box>
poor-fund-amount: 50 0 0 <box>523 885 543 893</box>
rifle-heading: RIFLE SHOOTING. <box>438 322 524 333</box>
wednesday-text: For United Kingdom, Continent of Europe, British, French and Dutch Guiana, United States of Colombia, Ecuador, Venezuela, West Indies, Central America, United States of America. <box>419 671 543 716</box>
